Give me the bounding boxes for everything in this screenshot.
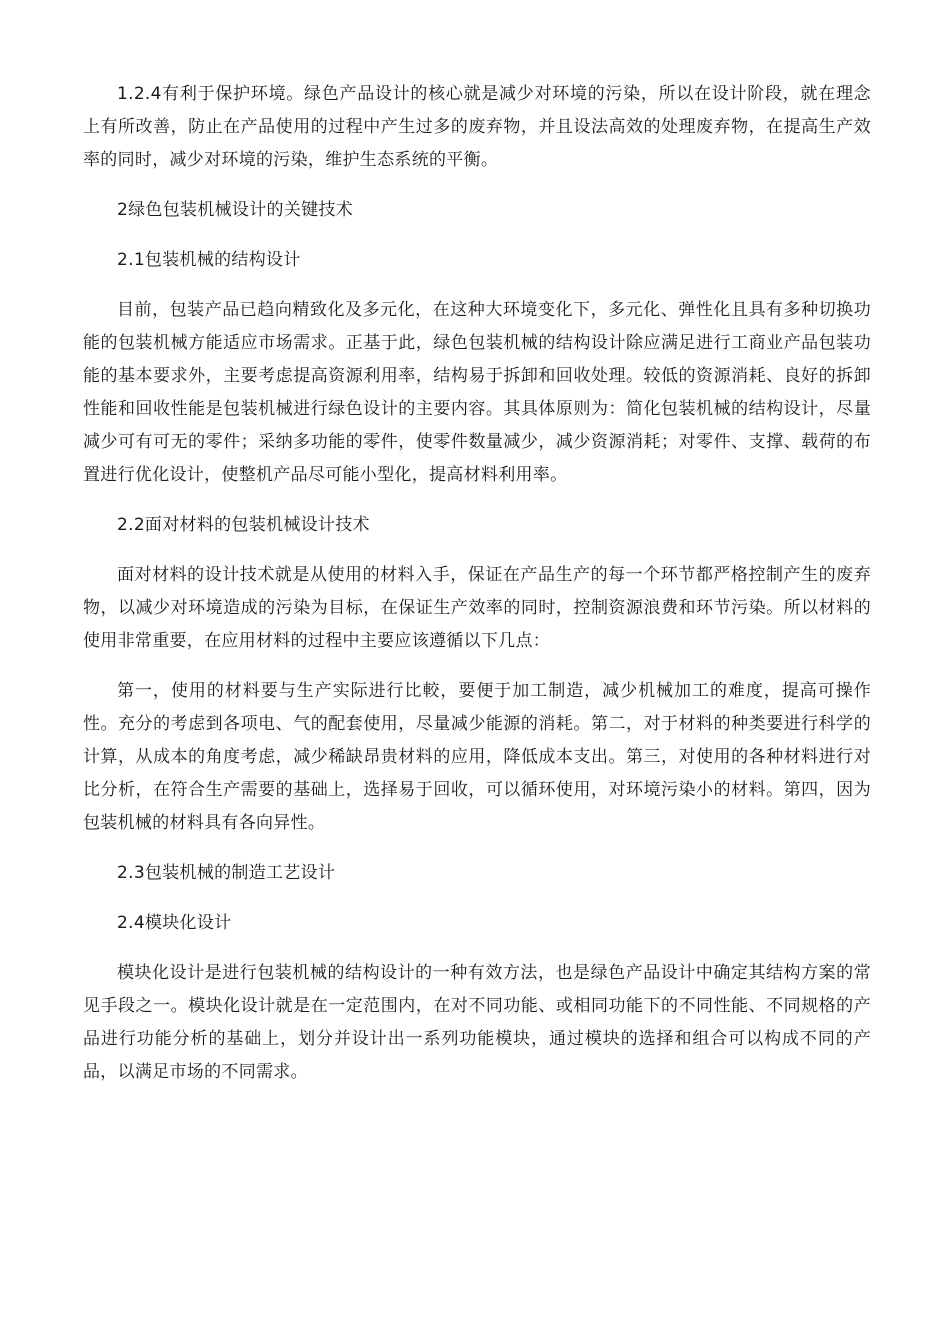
subsection-heading-2-1: 2.1包装机械的结构设计 [117, 250, 301, 270]
paragraph-structure-design: 目前，包装产品已趋向精致化及多元化，在这种大环境变化下，多元化、弹性化且具有多种切换功能的包装机械方能适应市场需求。正基于此，绿色包装机械的结构设计除应满足进行工商业产品包装功能的基本要求外，主要考虑提高资源利用率，结构易于拆卸和回收处理。较低的资源消耗、良好的拆卸性能和回收性能是包装机械进行绿色设计的主要内容。其具体原则为：简化包装机械的结构设计，尽量减少可有可无的零件；采纳多功能的零件，使零件数量减少，减少资源消耗；对零件、支撑、载荷的布置进行优化设计，使整机产品尽可能小型化，提高材料利用率。 [83, 300, 871, 485]
subsection-heading-2-2: 2.2面对材料的包装机械设计技术 [117, 515, 370, 535]
subsection-heading-2-3: 2.3包装机械的制造工艺设计 [117, 863, 336, 883]
paragraph-material-design: 面对材料的设计技术就是从使用的材料入手，保证在产品生产的每一个环节都严格控制产生的废弃物，以减少对环境造成的污染为目标，在保证生产效率的同时，控制资源浪费和环节污染。所以材料的使用非常重要，在应用材料的过程中主要应该遵循以下几点： [83, 565, 871, 651]
paragraph-modular-design: 模块化设计是进行包装机械的结构设计的一种有效方法，也是绿色产品设计中确定其结构方案的常见手段之一。模块化设计就是在一定范围内，在对不同功能、或相同功能下的不同性能、不同规格的产品进行功能分析的基础上，划分并设计出一系列功能模块，通过模块的选择和组合可以构成不同的产品，以满足市场的不同需求。 [83, 963, 871, 1082]
paragraph-environment-protection: 1.2.4有利于保护环境。绿色产品设计的核心就是减少对环境的污染，所以在设计阶段，就在理念上有所改善，防止在产品使用的过程中产生过多的废弃物，并且设法高效的处理废弃物，在提高生产效率的同时，减少对环境的污染，维护生态系统的平衡。 [83, 84, 871, 170]
document-body [83, 78, 871, 1106]
paragraph-material-principles: 第一，使用的材料要与生产实际进行比較，要便于加工制造，减少机械加工的难度，提高可操作性。充分的考虑到各项电、气的配套使用，尽量减少能源的消耗。第二，对于材料的种类要进行科学的计算，从成本的角度考虑，减少稀缺昂贵材料的应用，降低成本支出。第三，对使用的各种材料进行对比分析，在符合生产需要的基础上，选择易于回收，可以循环使用，对环境污染小的材料。第四，因为包装机械的材料具有各向异性。 [83, 681, 871, 833]
section-heading-2: 2绿色包装机械设计的关键技术 [117, 200, 354, 220]
subsection-heading-2-4: 2.4模块化设计 [117, 913, 232, 933]
